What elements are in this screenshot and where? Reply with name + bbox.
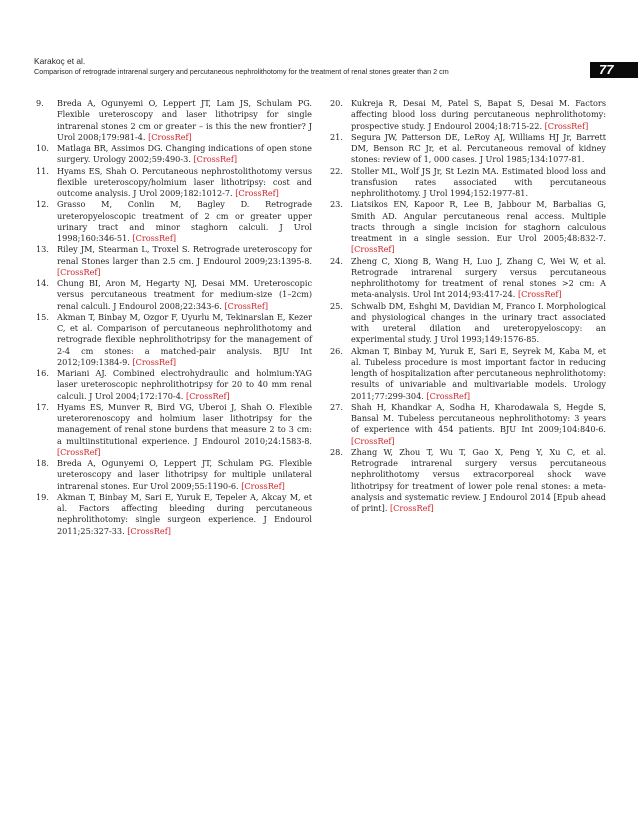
reference-item <box>330 98 606 132</box>
reference-number: 25. <box>330 300 343 311</box>
reference-number: 18. <box>36 458 49 468</box>
crossref-link[interactable]: [CrossRef] <box>224 300 269 311</box>
reference-number: 16. <box>36 368 49 378</box>
reference-number: 19. <box>36 491 49 502</box>
reference-number: 9. <box>36 98 44 108</box>
reference-number: 28. <box>330 446 343 457</box>
reference-text: Schwalb DM, Eshghi M, Davidian M, Franco I. Morphological and physiological changes in the urinary tract associated with ureteral dilation and ureteropyeloscopy: an experimental study. J Urol 1993;149:1576-85. <box>351 300 606 345</box>
reference-number: 24. <box>330 255 343 266</box>
reference-item <box>36 244 312 278</box>
crossref-link[interactable]: [CrossRef] <box>241 480 285 491</box>
reference-text: Hyams ES, Munver R, Bird VG, Uberoi J, Shah O. Flexible ureterorenoscopy and holmium laser lithotripsy for the management of renal stone burdens that measure 2 to 3 cm: a multiinstitutional experience. J Endourol 2010;24:1583-8. <box>57 401 312 446</box>
crossref-link[interactable]: [CrossRef] <box>132 356 177 367</box>
crossref-link[interactable]: [CrossRef] <box>57 266 101 277</box>
reference-item <box>330 256 606 301</box>
crossref-link[interactable]: [CrossRef] <box>390 503 434 513</box>
reference-text: Riley JM, Stearman L, Troxel S. Retrograde ureteroscopy for renal Stones larger than 2.5 cm. J Endourol 2009;23:1395-8. <box>57 244 312 266</box>
reference-number: 15. <box>36 311 49 322</box>
reference-text: Mariani AJ. Combined electrohydraulic and holmium:YAG laser ureteroscopic nephrolithotripsy for 20 to 40 mm renal calculi. J Urol 2004;172:170-4. <box>57 368 312 401</box>
reference-item <box>36 143 312 166</box>
reference-item <box>36 312 312 368</box>
crossref-link[interactable]: [CrossRef] <box>235 188 279 198</box>
reference-number: 27. <box>330 401 343 412</box>
reference-text: Chung BI, Aron M, Hegarty NJ, Desai MM. Ureteroscopic versus percutaneous treatment for medium-size (1–2cm) renal calculi. J Endourol 2008;22:343-6. <box>57 278 312 311</box>
reference-item <box>36 458 312 492</box>
reference-number: 20. <box>330 98 343 108</box>
reference-item <box>330 166 606 200</box>
references-left-column <box>36 98 312 537</box>
reference-number: 21. <box>330 131 343 142</box>
reference-item <box>36 492 312 537</box>
crossref-link[interactable]: [CrossRef] <box>132 233 177 243</box>
reference-number: 22. <box>330 165 343 176</box>
reference-text: Zheng C, Xiong B, Wang H, Luo J, Zhang C, Wei W, et al. Retrograde intrarenal surgery versus percutaneous nephrolithotomy for treatment of renal stones >2 cm: A meta-analysis. Urol Int 2014;93:417-24. <box>351 255 606 300</box>
crossref-link[interactable]: [CrossRef] <box>544 120 589 131</box>
reference-number: 23. <box>330 199 343 210</box>
header-title: Comparison of retrograde intrarenal surgery and percutaneous nephrolithotomy for the treatment of renal stones greater than 2 cm <box>34 67 449 76</box>
reference-number: 26. <box>330 345 343 356</box>
crossref-link[interactable]: [CrossRef] <box>127 525 171 536</box>
reference-text: Segura JW, Patterson DE, LeRoy AJ, Williams HJ Jr, Barrett DM, Benson RC Jr, et al. Percutaneous removal of kidney stones: review of 1, 000 cases. J Urol 1985;134:1077-81. <box>351 131 606 165</box>
reference-item <box>330 447 606 515</box>
crossref-link[interactable]: [CrossRef] <box>351 244 395 255</box>
reference-item <box>36 199 312 244</box>
page-number: 77 <box>590 62 638 78</box>
reference-text: Stoller ML, Wolf JS Jr, St Lezin MA. Estimated blood loss and transfusion rates associated with percutaneous nephrolithotomy. J Urol 1994;152:1977-81. <box>351 165 606 198</box>
reference-text: Hyams ES, Shah O. Percutaneous nephrostolithotomy versus flexible ureteroscopy/holmium laser lithotripsy: cost and outcome analysis. J Urol 2009;182:1012-7. <box>57 165 312 198</box>
reference-text: Shah H, Khandkar A, Sodha H, Kharodawala S, Hegde S, Bansal M. Tubeless percutaneous nephrolithotomy: 3 years of experience with 454 patients. BJU Int 2009;104:840-6. <box>351 401 606 435</box>
reference-item <box>330 199 606 255</box>
reference-text: Liatsikos EN, Kapoor R, Lee B, Jabbour M, Barbalias G, Smith AD. Angular percutaneous renal access. Multiple tracts through a single incision for staghorn calculous treatment in a single session. Eur Urol 2005;48:832-7. <box>351 199 606 243</box>
reference-text: Akman T, Binbay M, Ozgor F, Uyurlu M, Tekinarslan E, Kezer C, et al. Comparison of percutaneous nephrolithotomy and retrograde flexible nephrolithotripsy for the management of 2-4 cm stones: a matched-pair analysis. BJU Int 2012;109:1384-9. <box>57 311 312 367</box>
crossref-link[interactable]: [CrossRef] <box>186 390 230 401</box>
crossref-link[interactable]: [CrossRef] <box>148 131 192 142</box>
running-header <box>34 56 638 80</box>
reference-item <box>36 98 312 143</box>
reference-item <box>330 132 606 166</box>
reference-item <box>330 346 606 402</box>
reference-text: Grasso M, Conlin M, Bagley D. Retrograde ureteropyeloscopic treatment of 2 cm or greater upper urinary tract and minor staghorn calculi. J Urol 1998;160:346-51. <box>57 199 312 243</box>
reference-text: Akman T, Binbay M, Yuruk E, Sari E, Seyrek M, Kaba M, et al. Tubeless procedure is most important factor in reducing length of hospitalization after percutaneous nephrolithotomy: results of univariable and multivariable models. Urology 2011;77:299-304. <box>351 345 606 401</box>
reference-text: Kukreja R, Desai M, Patel S, Bapat S, Desai M. Factors affecting blood loss during percutaneous nephrolithotomy: prospective study. J Endourol 2004;18:715-22. <box>351 98 606 131</box>
reference-number: 13. <box>36 244 49 255</box>
crossref-link[interactable]: [CrossRef] <box>426 390 471 401</box>
reference-item <box>330 301 606 346</box>
reference-number: 10. <box>36 143 49 153</box>
reference-text: Breda A, Ogunyemi O, Leppert JT, Lam JS, Schulam PG. Flexible ureteroscopy and laser lithotripsy for single intrarenal stones 2 cm or greater – is this the new frontier? J Urol 2008;179:981-4. <box>57 98 312 142</box>
reference-text: Matlaga BR, Assimos DG. Changing indications of open stone surgery. Urology 2002;59:490-3. <box>57 143 312 165</box>
reference-text: Akman T, Binbay M, Sari E, Yuruk E, Tepeler A, Akcay M, et al. Factors affecting bleeding during percutaneous nephrolithotomy: single surgeon experience. J Endourol 2011;25:327-33. <box>57 491 312 536</box>
reference-item <box>36 402 312 458</box>
crossref-link[interactable]: [CrossRef] <box>57 446 101 457</box>
reference-item <box>36 368 312 402</box>
reference-number: 11. <box>36 165 49 176</box>
header-authors: Karakoç et al. <box>34 56 86 66</box>
reference-text: Zhang W, Zhou T, Wu T, Gao X, Peng Y, Xu C, et al. Retrograde intrarenal surgery versus percutaneous nephrolithotomy versus extracorporeal shock wave lithotripsy for treatment of lower pole renal stones: a meta-analysis and systematic review. J Endourol 2014 [Epub ahead of print]. <box>351 446 606 513</box>
reference-item <box>36 166 312 200</box>
reference-item <box>330 402 606 447</box>
reference-number: 12. <box>36 199 49 210</box>
reference-text: Breda A, Ogunyemi O, Leppert JT, Schulam PG. Flexible ureteroscopy and laser lithotripsy for multiple unilateral intrarenal stones. Eur Urol 2009;55:1190-6. <box>57 458 312 491</box>
reference-number: 14. <box>36 278 49 288</box>
crossref-link[interactable]: [CrossRef] <box>517 289 562 300</box>
reference-item <box>36 278 312 312</box>
crossref-link[interactable]: [CrossRef] <box>351 435 395 446</box>
crossref-link[interactable]: [CrossRef] <box>193 154 238 165</box>
references-right-column <box>330 98 606 514</box>
reference-number: 17. <box>36 401 49 412</box>
